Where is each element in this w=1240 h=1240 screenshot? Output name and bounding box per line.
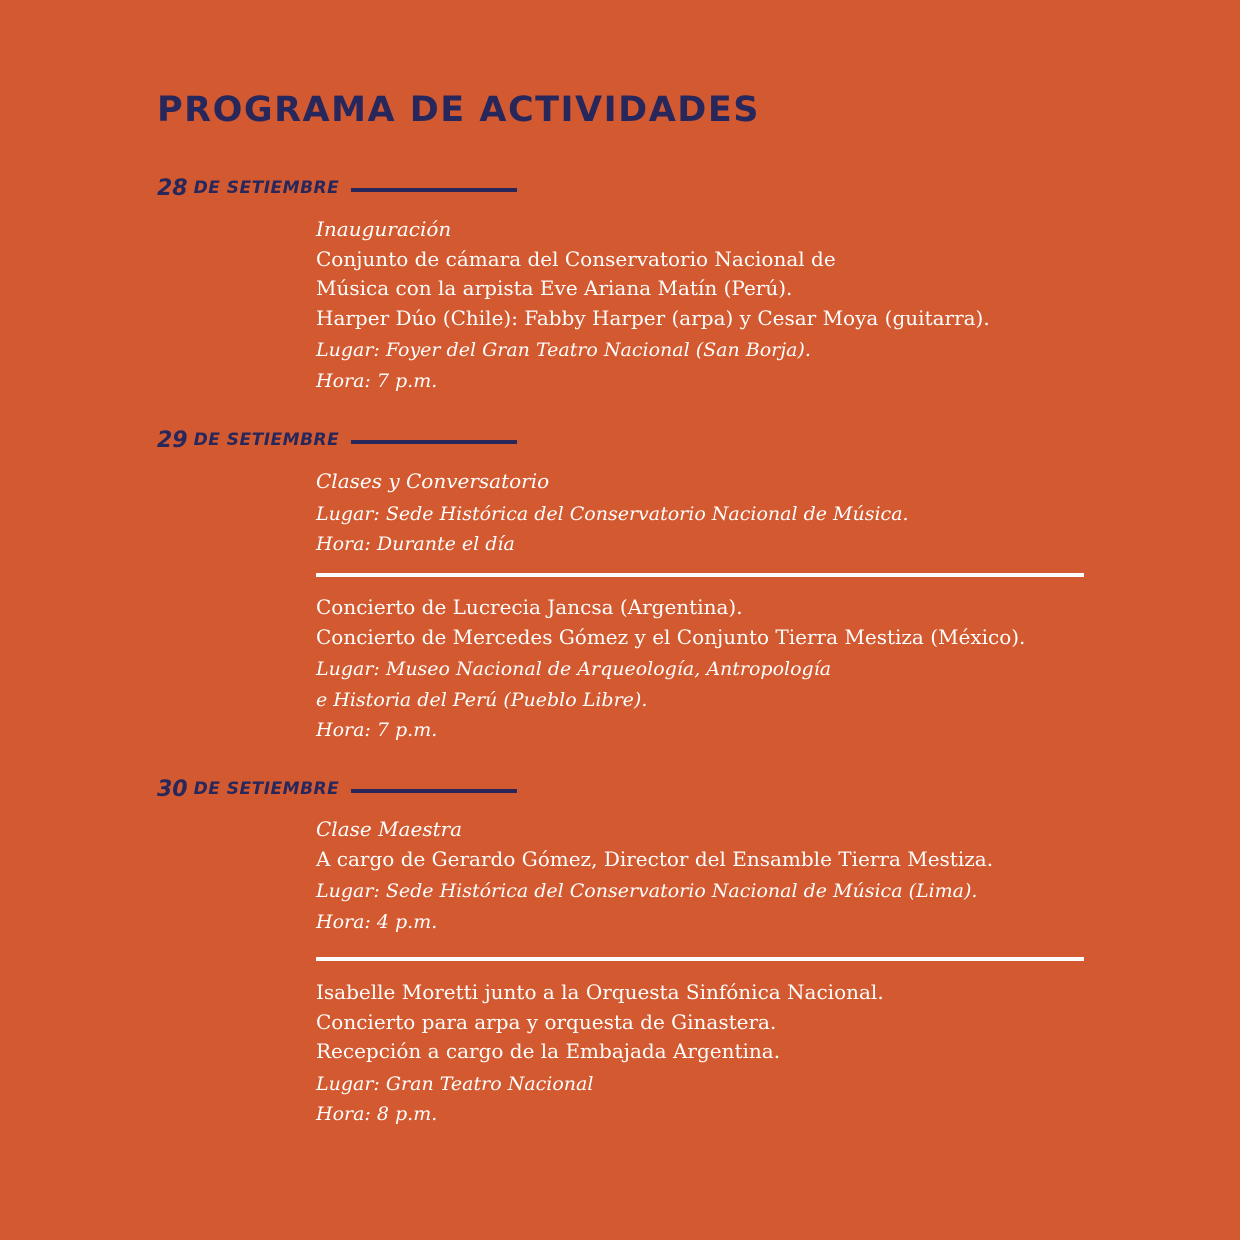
event-description-line: Concierto para arpa y orquesta de Ginastera. bbox=[316, 1009, 777, 1034]
event-time: Hora: 8 p.m. bbox=[316, 1103, 438, 1125]
event-name: Clases y Conversatorio bbox=[316, 469, 550, 493]
event-place: e Historia del Perú (Pueblo Libre). bbox=[316, 688, 648, 711]
event-clase-maestra bbox=[316, 815, 1176, 937]
date-number: 30 bbox=[157, 776, 188, 802]
event-time: Hora: 4 p.m. bbox=[316, 910, 438, 933]
date-heading-30 bbox=[157, 774, 517, 804]
event-name: Inauguración bbox=[316, 217, 452, 241]
page-title: PROGRAMA DE ACTIVIDADES bbox=[157, 90, 760, 130]
event-time: Hora: 7 p.m. bbox=[316, 369, 438, 392]
event-conciertos-29 bbox=[316, 593, 1176, 746]
event-description-line: Conjunto de cámara del Conservatorio Nacional de bbox=[316, 246, 836, 271]
event-place: Lugar: Foyer del Gran Teatro Nacional (San Borja). bbox=[316, 339, 811, 361]
event-description-line: Recepción a cargo de la Embajada Argentina. bbox=[316, 1039, 781, 1063]
event-inauguracion bbox=[316, 215, 1176, 396]
date-month: DE SETIEMBRE bbox=[193, 178, 340, 198]
date-rule bbox=[351, 188, 517, 192]
event-time: Hora: 7 p.m. bbox=[316, 719, 438, 741]
event-clases-conversatorio bbox=[316, 467, 1176, 560]
event-description-line: Harper Dúo (Chile): Fabby Harper (arpa) y Cesar Moya (guitarra). bbox=[316, 305, 990, 330]
event-place: Lugar: Sede Histórica del Conservatorio Nacional de Música (Lima). bbox=[316, 880, 978, 902]
date-rule bbox=[351, 440, 517, 444]
event-divider bbox=[316, 957, 1084, 961]
date-number: 29 bbox=[157, 427, 188, 453]
event-description-line: Música con la arpista Eve Ariana Matín (Perú). bbox=[316, 276, 793, 300]
date-rule bbox=[351, 789, 517, 793]
date-heading-29 bbox=[157, 425, 517, 455]
date-heading-28 bbox=[157, 173, 517, 203]
event-place: Lugar: Gran Teatro Nacional bbox=[316, 1072, 594, 1095]
event-time: Hora: Durante el día bbox=[316, 533, 515, 555]
event-divider bbox=[316, 573, 1084, 577]
event-description-line: Isabelle Moretti junto a la Orquesta Sinfónica Nacional. bbox=[316, 980, 884, 1004]
event-place: Lugar: Museo Nacional de Arqueología, Antropología bbox=[316, 658, 832, 680]
event-description-line: Concierto de Mercedes Gómez y el Conjunto Tierra Mestiza (México). bbox=[316, 624, 1026, 649]
event-place: Lugar: Sede Histórica del Conservatorio Nacional de Música. bbox=[316, 502, 909, 525]
event-description-line: A cargo de Gerardo Gómez, Director del Ensamble Tierra Mestiza. bbox=[316, 846, 994, 871]
event-description-line: Concierto de Lucrecia Jancsa (Argentina). bbox=[316, 595, 743, 619]
event-concierto-30 bbox=[316, 978, 1176, 1130]
date-month: DE SETIEMBRE bbox=[193, 430, 340, 450]
event-name: Clase Maestra bbox=[316, 817, 463, 841]
date-month: DE SETIEMBRE bbox=[193, 779, 340, 799]
date-number: 28 bbox=[157, 175, 188, 201]
